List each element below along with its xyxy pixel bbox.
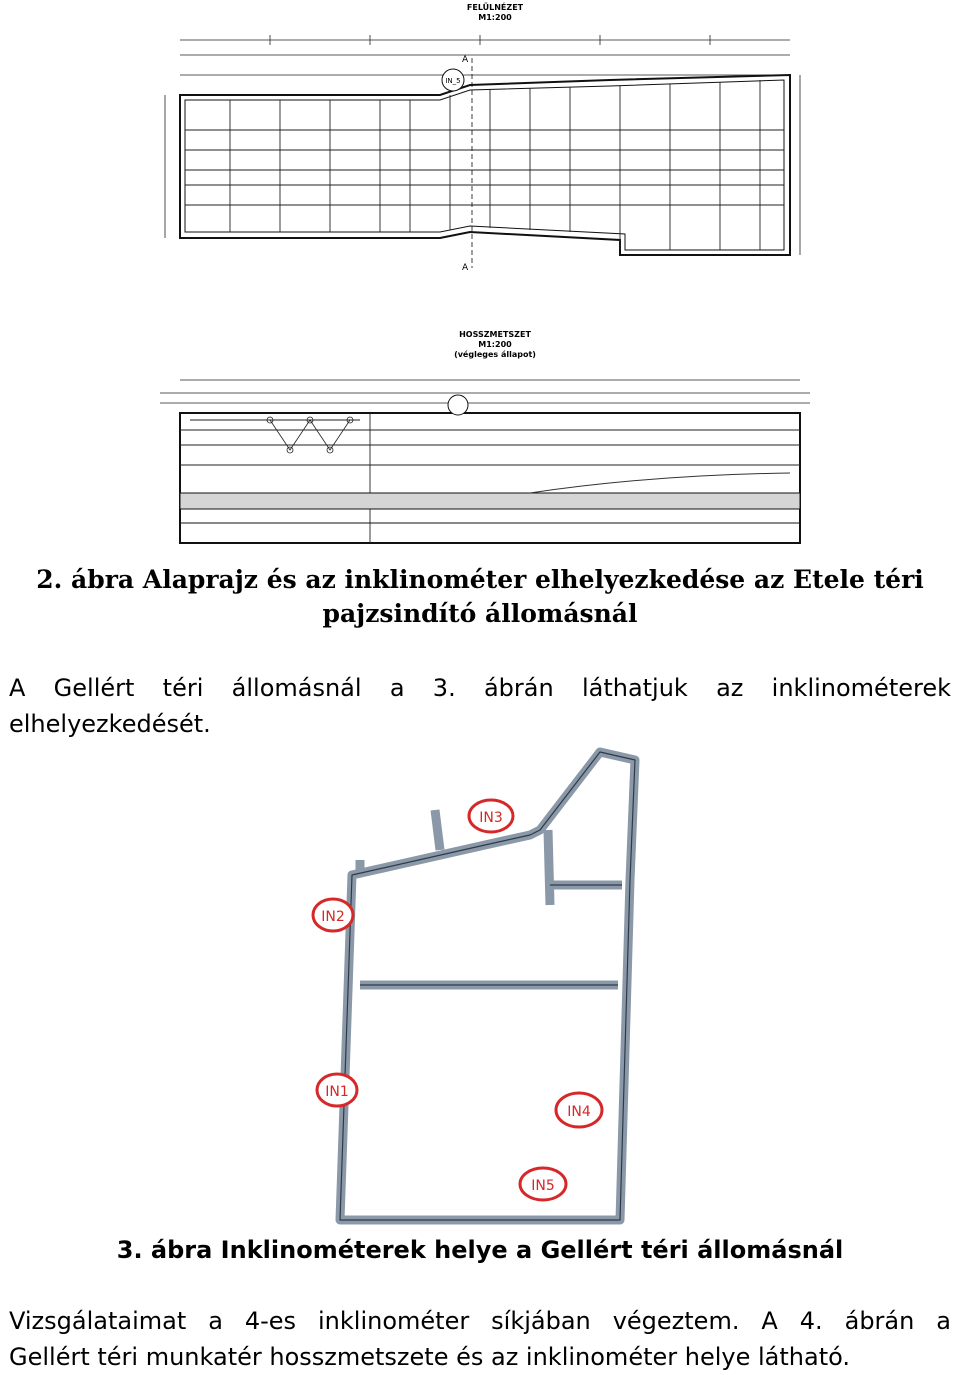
label-in1: IN1 (325, 1084, 349, 1100)
plan-view-drawing (150, 0, 810, 280)
plan-title: FELÜLNÉZET (466, 3, 524, 12)
section-cut-bottom: A (462, 263, 469, 273)
paragraph2-line1: Vizsgálataimat a 4-es inklinométer síkjában végeztem. A 4. ábrán a (9, 1307, 951, 1335)
paragraph1-line2: elhelyezkedését. (9, 710, 211, 738)
label-in5: IN5 (531, 1178, 555, 1194)
inclinometer-location-drawing (300, 740, 660, 1235)
figure2-caption-line1: 2. ábra Alaprajz és az inklinométer elhelyezkedése az Etele téri (36, 565, 924, 594)
figure3-caption: 3. ábra Inklinométerek helye a Gellért téri állomásnál (116, 1236, 844, 1264)
section-scale: M1:200 (478, 340, 512, 349)
plan-inclinometer-marker: IN_5 (445, 77, 461, 85)
longitudinal-section-drawing (150, 325, 830, 550)
figure2-caption (0, 563, 960, 631)
plan-scale: M1:200 (478, 13, 512, 22)
paragraph-investigation (9, 1303, 951, 1375)
section-cut-top: A (462, 55, 469, 65)
inclinometer-marker-in2 (313, 899, 353, 931)
figure2-caption-line2: pajzsindító állomásnál (322, 599, 638, 628)
label-in4: IN4 (567, 1104, 591, 1120)
label-in3: IN3 (479, 810, 503, 826)
section-state: (végleges állapot) (454, 350, 536, 359)
section-title: HOSSZMETSZET (459, 330, 531, 339)
inclinometer-marker-in1 (317, 1074, 357, 1106)
label-in2: IN2 (321, 909, 345, 925)
paragraph-gellert (9, 670, 951, 742)
paragraph1-line1: A Gellért téri állomásnál a 3. ábrán láthatjuk az inklinométerek (9, 674, 951, 702)
inclinometer-marker-in5 (520, 1168, 566, 1200)
inclinometer-marker-in4 (556, 1093, 602, 1127)
paragraph2-line2: Gellért téri munkatér hosszmetszete és az inklinométer helye látható. (9, 1343, 850, 1371)
inclinometer-marker-in3 (469, 800, 513, 832)
